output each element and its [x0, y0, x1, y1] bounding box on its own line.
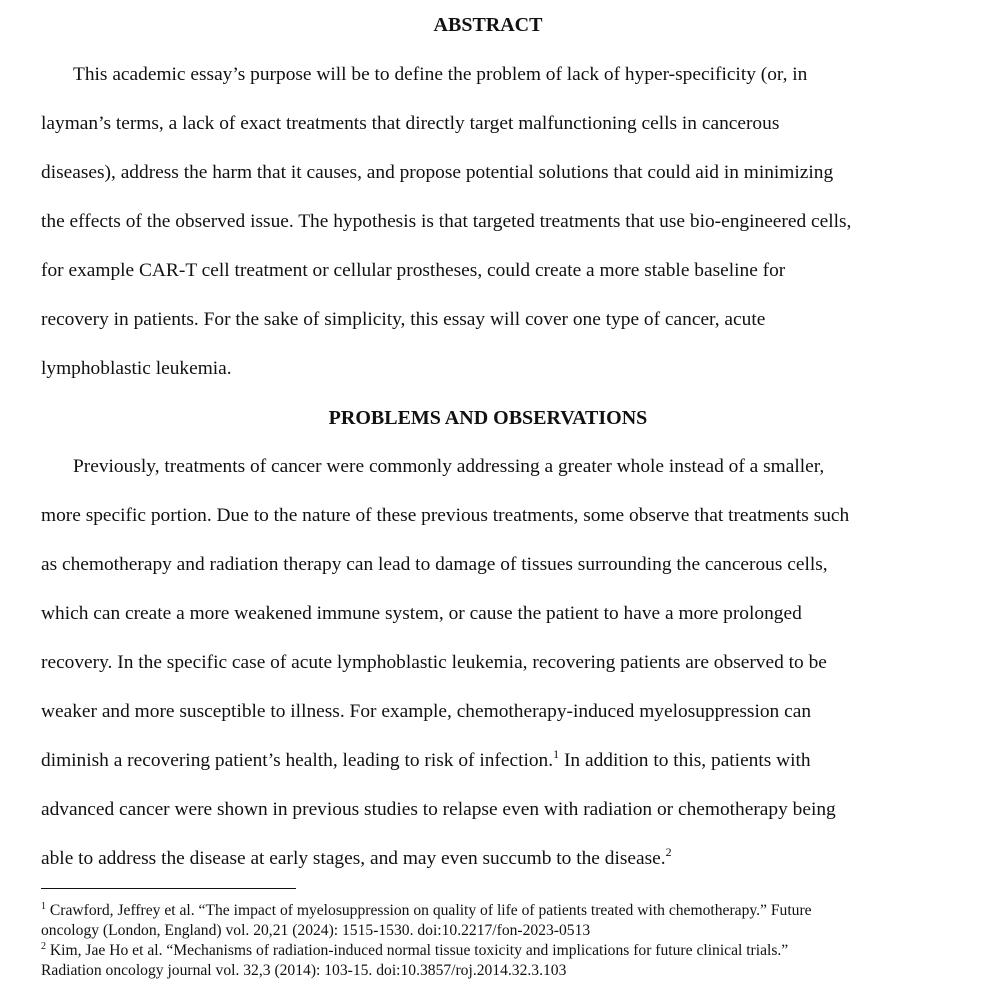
problems-line-text: diminish a recovering patient’s health, leading to risk of infection. [41, 750, 554, 771]
problems-heading: PROBLEMS AND OBSERVATIONS [328, 407, 648, 429]
footnote-separator [41, 888, 296, 889]
problems-line-text: In addition to this, patients with [559, 750, 811, 771]
problems-line: advanced cancer were shown in previous studies to relapse even with radiation or chemotherapy being [41, 799, 836, 820]
footnote-ref-2[interactable]: 2 [665, 845, 672, 859]
problems-line [41, 749, 811, 773]
abstract-line: This academic essay’s purpose will be to define the problem of lack of hyper-specificity (or, in [73, 64, 808, 85]
abstract-line: for example CAR-T cell treatment or cellular prostheses, could create a more stable baseline for [41, 260, 786, 281]
footnote-mark: 2 [41, 941, 46, 952]
footnote-1 [41, 901, 812, 921]
problems-line: recovery. In the specific case of acute lymphoblastic leukemia, recovering patients are observed to be [41, 652, 827, 673]
problems-line [41, 847, 672, 871]
problems-line: more specific portion. Due to the nature of these previous treatments, some observe that treatments such [41, 505, 850, 526]
abstract-heading: ABSTRACT [433, 14, 543, 36]
problems-line: as chemotherapy and radiation therapy can lead to damage of tissues surrounding the cancerous cells, [41, 554, 828, 575]
abstract-line: the effects of the observed issue. The hypothesis is that targeted treatments that use bio-engineered cells, [41, 211, 852, 232]
footnote-text: Kim, Jae Ho et al. “Mechanisms of radiation-induced normal tissue toxicity and implications for future clinical trials.” [46, 942, 789, 959]
abstract-line: diseases), address the harm that it causes, and propose potential solutions that could aid in minimizing [41, 162, 834, 183]
problems-line: weaker and more susceptible to illness. For example, chemotherapy-induced myelosuppression can [41, 701, 812, 722]
footnote-2 [41, 941, 788, 961]
problems-line: Previously, treatments of cancer were commonly addressing a greater whole instead of a smaller, [73, 456, 825, 477]
footnote-text: Crawford, Jeffrey et al. “The impact of myelosuppression on quality of life of patients treated with chemotherapy.” Future [46, 902, 812, 919]
problems-line-text: able to address the disease at early stages, and may even succumb to the disease. [41, 848, 666, 869]
abstract-line: lymphoblastic leukemia. [41, 358, 232, 379]
footnote-ref-1[interactable]: 1 [553, 747, 560, 761]
footnote-1-continued: oncology (London, England) vol. 20,21 (2024): 1515-1530. doi:10.2217/fon-2023-0513 [41, 922, 591, 939]
footnote-2-continued: Radiation oncology journal vol. 32,3 (2014): 103-15. doi:10.3857/roj.2014.32.3.103 [41, 962, 567, 979]
problems-line: which can create a more weakened immune system, or cause the patient to have a more prolonged [41, 603, 802, 624]
footnote-mark: 1 [41, 901, 46, 912]
abstract-line: recovery in patients. For the sake of simplicity, this essay will cover one type of cancer, acute [41, 309, 766, 330]
abstract-line: layman’s terms, a lack of exact treatments that directly target malfunctioning cells in cancerous [41, 113, 780, 134]
